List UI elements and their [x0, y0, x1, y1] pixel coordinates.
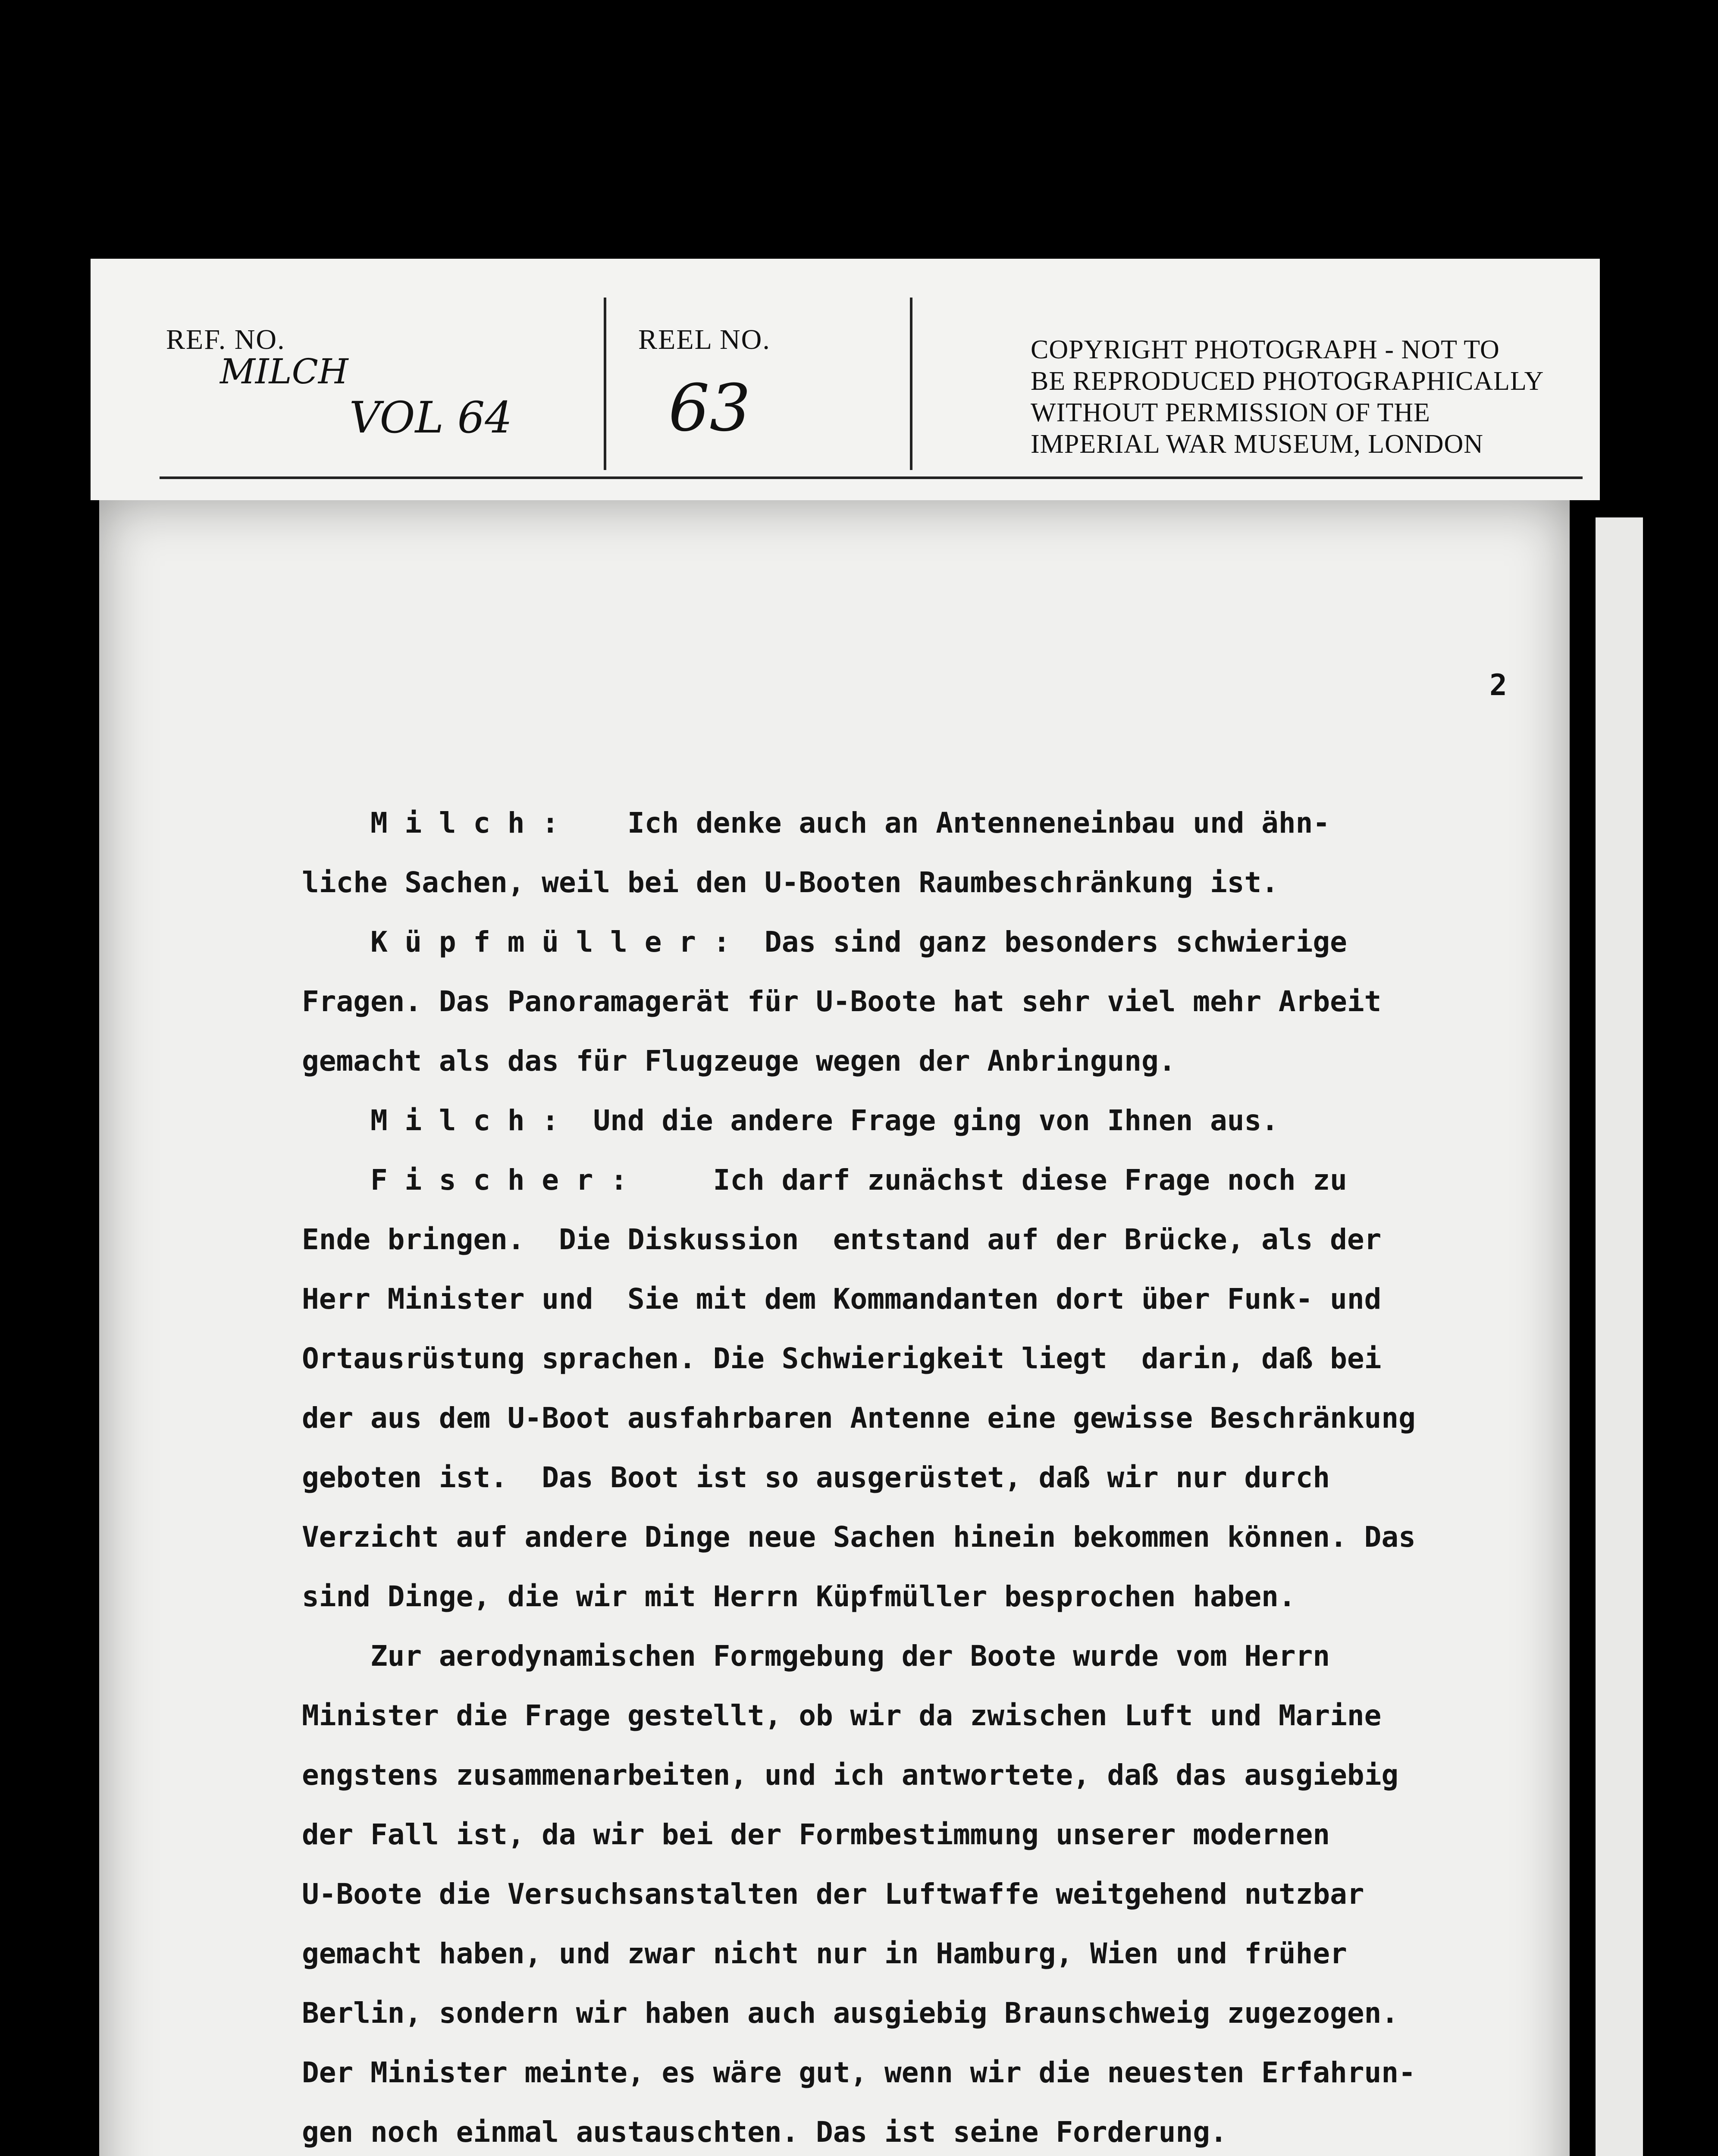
page-number: 2: [1489, 668, 1507, 702]
text-line: Ende bringen. Die Diskussion entstand auf der Brücke, als der: [302, 1223, 1382, 1256]
document-body: [302, 793, 1583, 2156]
text-line: liche Sachen, weil bei den U-Booten Raumbeschränkung ist.: [302, 866, 1279, 899]
text-line: der Fall ist, da wir bei der Formbestimmung unserer modernen: [302, 1818, 1330, 1851]
text-line: M i l c h : Ich denke auch an Antenneneinbau und ähn-: [302, 806, 1330, 840]
text-line: Der Minister meinte, es wäre gut, wenn wir die neuesten Erfahrun-: [302, 2056, 1416, 2089]
text-line: U-Boote die Versuchsanstalten der Luftwaffe weitgehend nutzbar: [302, 1877, 1364, 1911]
typed-document-page: [99, 500, 1570, 2156]
reel-no-value: 63: [668, 371, 751, 446]
text-line: Berlin, sondern wir haben auch ausgiebig Braunschweig zugezogen.: [302, 1996, 1399, 2030]
text-line: Ortausrüstung sprachen. Die Schwierigkeit liegt darin, daß bei: [302, 1342, 1382, 1375]
text-line: F i s c h e r : Ich darf zunächst diese Frage noch zu: [302, 1163, 1347, 1197]
text-line: gen noch einmal austauschten. Das ist seine Forderung.: [302, 2115, 1227, 2149]
text-line: gemacht als das für Flugzeuge wegen der Anbringung.: [302, 1044, 1176, 1078]
copyright-line: COPYRIGHT PHOTOGRAPH - NOT TO: [1031, 335, 1500, 364]
header-divider-2: [910, 298, 912, 470]
text-line: geboten ist. Das Boot ist so ausgerüstet, daß wir nur durch: [302, 1461, 1330, 1494]
header-divider-1: [604, 298, 606, 470]
text-line: K ü p f m ü l l e r : Das sind ganz besonders schwierige: [302, 925, 1347, 959]
ref-no-value-line2: VOL 64: [349, 392, 512, 443]
copyright-line: BE REPRODUCED PHOTOGRAPHICALLY: [1031, 367, 1544, 396]
reel-no-label: REEL NO.: [638, 324, 771, 355]
text-line: der aus dem U-Boot ausfahrbaren Antenne eine gewisse Beschränkung: [302, 1401, 1416, 1435]
text-line: gemacht haben, und zwar nicht nur in Hamburg, Wien und früher: [302, 1937, 1347, 1970]
ref-no-label: REF. NO.: [166, 324, 285, 355]
text-line: engstens zusammenarbeiten, und ich antwortete, daß das ausgiebig: [302, 1758, 1399, 1792]
copyright-line: IMPERIAL WAR MUSEUM, LONDON: [1031, 429, 1484, 459]
text-line: Herr Minister und Sie mit dem Kommandanten dort über Funk- und: [302, 1282, 1382, 1316]
text-line: Fragen. Das Panoramagerät für U-Boote hat sehr viel mehr Arbeit: [302, 985, 1382, 1018]
reference-header-card: [91, 259, 1600, 500]
text-line: Minister die Frage gestellt, ob wir da zwischen Luft und Marine: [302, 1699, 1382, 1732]
text-line: Zur aerodynamischen Formgebung der Boote wurde vom Herrn: [302, 1639, 1330, 1673]
text-line: M i l c h : Und die andere Frage ging von Ihnen aus.: [302, 1104, 1279, 1137]
text-line: sind Dinge, die wir mit Herrn Küpfmüller besprochen haben.: [302, 1580, 1296, 1613]
adjacent-page-edge: [1596, 517, 1643, 2156]
copyright-line: WITHOUT PERMISSION OF THE: [1031, 398, 1430, 427]
text-line: Verzicht auf andere Dinge neue Sachen hinein bekommen können. Das: [302, 1520, 1416, 1554]
copyright-notice: [1031, 334, 1544, 460]
header-underline: [160, 476, 1583, 479]
ref-no-value-line1: MILCH: [220, 351, 348, 392]
